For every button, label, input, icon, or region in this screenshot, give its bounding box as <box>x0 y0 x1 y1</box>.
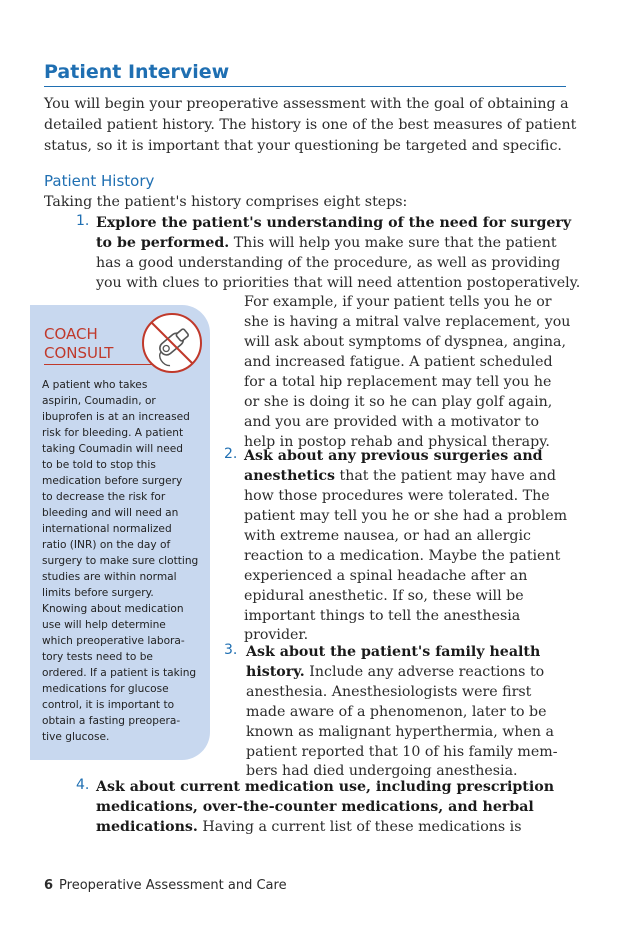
coach-title <box>44 325 152 365</box>
step-text: anesthesia. Anesthesiologists were first <box>246 684 532 700</box>
coach-title-2: CONSULT <box>44 344 152 365</box>
step-text: important things to tell the anesthesia <box>244 608 521 624</box>
step-number: 2. <box>224 446 238 462</box>
step-line <box>244 412 539 432</box>
coach-line: aspirin, Coumadin, or <box>42 395 156 407</box>
coach-line: control, it is important to <box>42 699 175 711</box>
step-bold-text: to be performed. <box>96 235 230 251</box>
step-line <box>244 486 550 506</box>
step-line <box>246 662 544 682</box>
whistle-icon <box>142 313 202 373</box>
step-line <box>244 586 524 606</box>
step-bold-text: history. <box>246 664 305 680</box>
lead-text: Taking the patient's history comprises eight steps: <box>44 194 408 210</box>
step-text: patient reported that 10 of his family mem- <box>246 744 558 760</box>
step-line <box>244 606 520 626</box>
coach-line: limits before surgery. <box>42 587 154 599</box>
step-text: provider. <box>244 627 309 643</box>
step-text: This will help you make sure that the patient <box>229 235 557 251</box>
step-line <box>244 312 570 332</box>
step-bold-text: anesthetics <box>244 468 335 484</box>
step-text: Having a current list of these medications is <box>197 819 522 835</box>
step-line <box>244 446 543 466</box>
step-text: how those procedures were tolerated. The <box>244 488 550 504</box>
coach-line: to be told to stop this <box>42 459 156 471</box>
step-line <box>244 466 556 486</box>
step-text: for a total hip replacement may tell you he <box>244 374 552 390</box>
step-line <box>244 546 560 566</box>
step-line <box>246 742 558 762</box>
coach-line: which preoperative labora- <box>42 635 185 647</box>
step-line <box>244 332 566 352</box>
intro-line: status, so it is important that your questioning be targeted and specific. <box>44 138 562 154</box>
step-line <box>244 392 552 412</box>
step-text: has a good understanding of the procedure, as well as providing <box>96 255 561 271</box>
step-line <box>246 642 540 662</box>
coach-line: medication before surgery <box>42 475 183 487</box>
coach-line: studies are within normal <box>42 571 177 583</box>
step-text: help in postop rehab and physical therapy. <box>244 434 550 450</box>
section-heading: Patient Interview <box>44 60 566 87</box>
step-text: you with clues to priorities that will need attention postoperatively. <box>96 275 581 291</box>
coach-consult-box <box>30 305 210 760</box>
step-line <box>244 352 553 372</box>
step-text: that the patient may have and <box>335 468 556 484</box>
step-text: known as malignant hyperthermia, when a <box>246 724 555 740</box>
step-number: 4. <box>76 777 90 793</box>
step-line <box>96 817 522 837</box>
intro-line: You will begin your preoperative assessment with the goal of obtaining a <box>44 96 569 112</box>
step-line <box>96 213 571 233</box>
step-text: patient may tell you he or she had a problem <box>244 508 568 524</box>
step-text: bers had died undergoing anesthesia. <box>246 763 518 779</box>
step-text: made aware of a phenomenon, later to be <box>246 704 547 720</box>
step-line <box>246 682 531 702</box>
footer-title: Preoperative Assessment and Care <box>59 878 287 893</box>
step-line <box>244 566 527 586</box>
coach-line: obtain a fasting preopera- <box>42 715 181 727</box>
step-text: Include any adverse reactions to <box>304 664 545 680</box>
step-bold-text: Ask about current medication use, including prescription <box>96 779 555 795</box>
step-line <box>244 526 531 546</box>
step-text: or she is doing it so he can play golf again, <box>244 394 553 410</box>
step-text: she is having a mitral valve replacement, you <box>244 314 571 330</box>
step-line <box>246 702 547 722</box>
step-text: reaction to a medication. Maybe the patient <box>244 548 561 564</box>
step-number: 1. <box>76 213 90 229</box>
step-text: will ask about symptoms of dyspnea, angina, <box>244 334 566 350</box>
step-line <box>96 233 557 253</box>
coach-line: ibuprofen is at an increased <box>42 411 190 423</box>
page-number: 6 <box>44 878 54 893</box>
coach-line: tory tests need to be <box>42 651 153 663</box>
intro-line: detailed patient history. The history is one of the best measures of patient <box>44 117 577 133</box>
step-bold-text: Ask about any previous surgeries and <box>244 448 543 464</box>
coach-line: taking Coumadin will need <box>42 443 184 455</box>
step-bold-text: medications. <box>96 819 198 835</box>
step-text: and increased fatigue. A patient scheduled <box>244 354 553 370</box>
coach-line: use will help determine <box>42 619 166 631</box>
coach-line: to decrease the risk for <box>42 491 166 503</box>
step-line <box>246 722 554 742</box>
coach-line: bleeding and will need an <box>42 507 179 519</box>
step-line <box>96 273 580 293</box>
coach-line: medications for glucose <box>42 683 169 695</box>
page-footer <box>44 878 287 893</box>
coach-line: Knowing about medication <box>42 603 184 615</box>
coach-title-1: COACH <box>44 325 98 343</box>
step-line <box>244 506 567 526</box>
step-text: For example, if your patient tells you he or <box>244 294 552 310</box>
subheading: Patient History <box>44 172 155 190</box>
coach-line: ratio (INR) on the day of <box>42 539 171 551</box>
step-bold-text: medications, over-the-counter medications, and herbal <box>96 799 534 815</box>
coach-line: surgery to make sure clotting <box>42 555 199 567</box>
coach-line: ordered. If a patient is taking <box>42 667 197 679</box>
step-text: experienced a spinal headache after an <box>244 568 528 584</box>
step-line <box>244 372 551 392</box>
step-line <box>96 797 534 817</box>
step-bold-text: Ask about the patient's family health <box>246 644 541 660</box>
step-line <box>244 292 552 312</box>
step-bold-text: Explore the patient's understanding of the need for surgery <box>96 215 572 231</box>
coach-line: risk for bleeding. A patient <box>42 427 184 439</box>
step-text: with extreme nausea, or had an allergic <box>244 528 531 544</box>
coach-line: tive glucose. <box>42 731 110 743</box>
step-text: and you are provided with a motivator to <box>244 414 540 430</box>
step-line <box>96 253 560 273</box>
step-line <box>96 777 554 797</box>
coach-line: A patient who takes <box>42 379 148 391</box>
step-text: epidural anesthetic. If so, these will be <box>244 588 524 604</box>
step-number: 3. <box>224 642 238 658</box>
coach-line: international normalized <box>42 523 172 535</box>
